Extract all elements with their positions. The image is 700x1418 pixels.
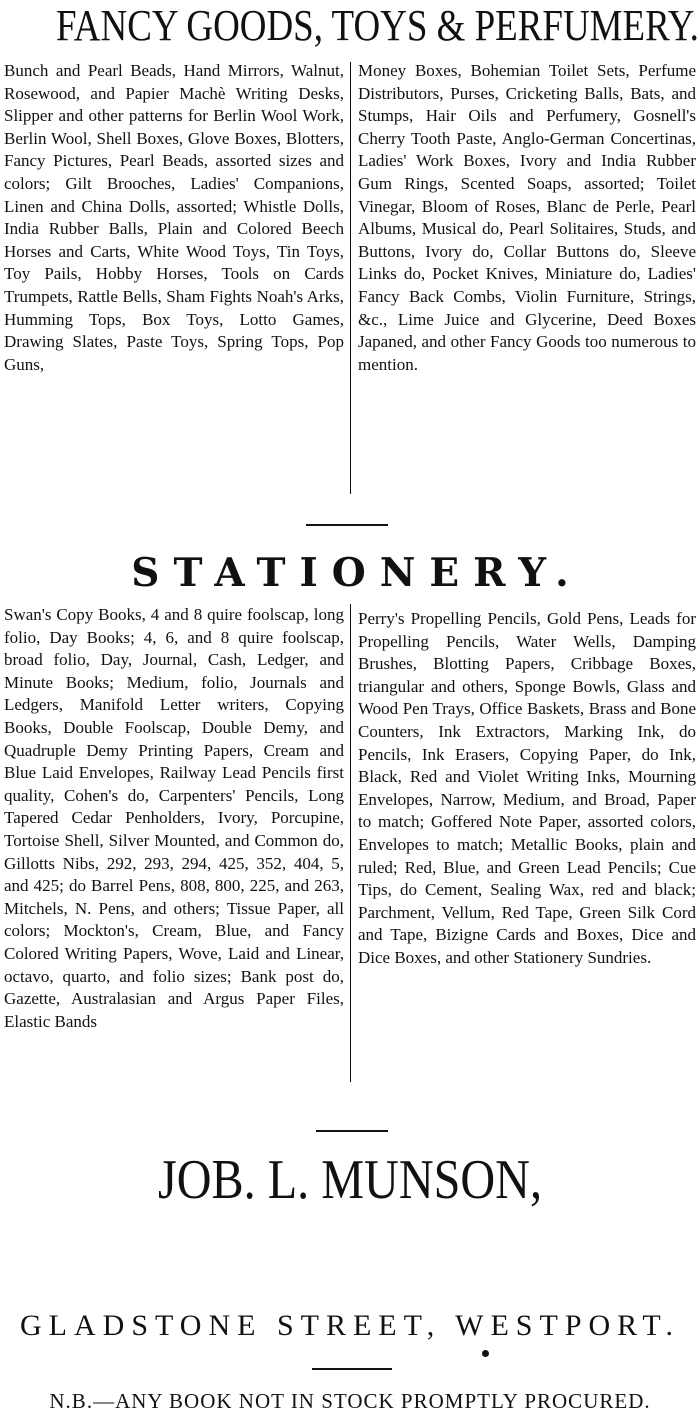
stationery-heading: STATIONERY. xyxy=(131,550,583,596)
stationery-left-column: Swan's Copy Books, 4 and 8 quire foolscap, long folio, Day Books; 4, 6, and 8 quire foolscap, broad folio, Day, Journal, Cash, Ledger, and Minute Books; Medium, folio, Journals and Ledgers, Manifold Letter writers, Copying Books, Double Foolscap, Double Demy, and Quadruple Demy Printing Papers, Cream and Blue Laid Envelopes, Railway Lead Pencils first quality, Cohen's do, Carpenters' Pencils, Long Tapered Cedar Penholders, Ivory, Porcupine, Tortoise Shell, Silver Mounted, and Common do, Gillotts Nibs, 292, 293, 294, 425, 352, 404, 5, and 425; do Barrel Pens, 808, 800, 225, and 263, Mitchels, N. Pens, and others; Tissue Paper, all colors; Mockton's, Cream, Blue, and Fancy Colored Writing Papers, Wove, Laid and Linear, octavo, quarto, and folio sizes; Bank post do, Gazette, Australasian and Argus Paper Files, Elastic Bands xyxy=(4,605,344,1031)
fancy-goods-column-divider xyxy=(350,62,351,494)
fancy-goods-right-column: Money Boxes, Bohemian Toilet Sets, Perfume Distributors, Purses, Cricketing Balls, Bats, and Stumps, Hair Oils and Perfumery, Gosnell's Cherry Tooth Paste, Anglo-German Concertinas, Ladies' Work Boxes, Ivory and India Rubber Gum Rings, Scented Soaps, assorted; Toilet Vinegar, Bloom of Roses, Blanc de Perle, Pearl Albums, Musical do, Pearl Solitaires, Studs, and Buttons, Ivory do, Collar Buttons do, Sleeve Links do, Pocket Knives, Miniature do, Ladies' Fancy Back Combs, Violin Furniture, Strings, &c., Lime Juice and Glycerine, Deed Boxes Japaned, and other Fancy Goods too numerous to mention. xyxy=(358,61,696,374)
stationery-column-divider xyxy=(350,604,351,1082)
advertiser-divider-rule xyxy=(316,1130,388,1132)
advertiser-name: JOB. L. MUNSON, xyxy=(158,1149,542,1211)
section-divider-rule xyxy=(306,524,388,526)
footnote-note: N.B.—ANY BOOK NOT IN STOCK PROMPTLY PROCURED. xyxy=(49,1389,651,1413)
fancy-goods-heading: FANCY GOODS, TOYS & PERFUMERY. xyxy=(56,1,699,50)
fancy-goods-left-column: Bunch and Pearl Beads, Hand Mirrors, Walnut, Rosewood, and Papier Machè Writing Desks, Slipper and other patterns for Berlin Wool Work, Berlin Wool, Shell Boxes, Glove Boxes, Blotters, Fancy Pictures, Pearl Beads, assorted sizes and colors; Gilt Brooches, Ladies' Companions, Linen and China Dolls, assorted; Whistle Dolls, India Rubber Balls, Plain and Colored Beech Horses and Carts, White Wood Toys, Tin Toys, Toy Pails, Hobby Horses, Tools on Cards Trumpets, Rattle Bells, Sham Fights Noah's Arks, Humming Tops, Box Toys, Lotto Games, Drawing Slates, Paste Toys, Spring Tops, Pop Guns, xyxy=(4,61,344,374)
footer-divider-rule xyxy=(312,1368,392,1370)
ornament-dot xyxy=(482,1350,489,1357)
stationery-right-column: Perry's Propelling Pencils, Gold Pens, Leads for Propelling Pencils, Water Wells, Damping Brushes, Blotting Papers, Cribbage Boxes, triangular and others, Sponge Bowls, Glass and Wood Pen Trays, Office Baskets, Brass and Bone Counters, Ink Extractors, Marking Ink, do Pencils, Ink Erasers, Copying Paper, do Ink, Black, Red and Violet Writing Inks, Mourning Envelopes, Narrow, Medium, and Broad, Paper to match; Goffered Note Paper, assorted colors, Envelopes to match; Metallic Books, plain and ruled; Red, Blue, and Green Lead Pencils; Cue Tips, do Cement, Sealing Wax, red and black; Parchment, Vellum, Red Tape, Green Silk Cord and Tape, Bizigne Cards and Boxes, Dice and Dice Boxes, and other Stationery Sundries. xyxy=(358,609,696,967)
advertiser-address: GLADSTONE STREET, WESTPORT. xyxy=(20,1309,680,1342)
